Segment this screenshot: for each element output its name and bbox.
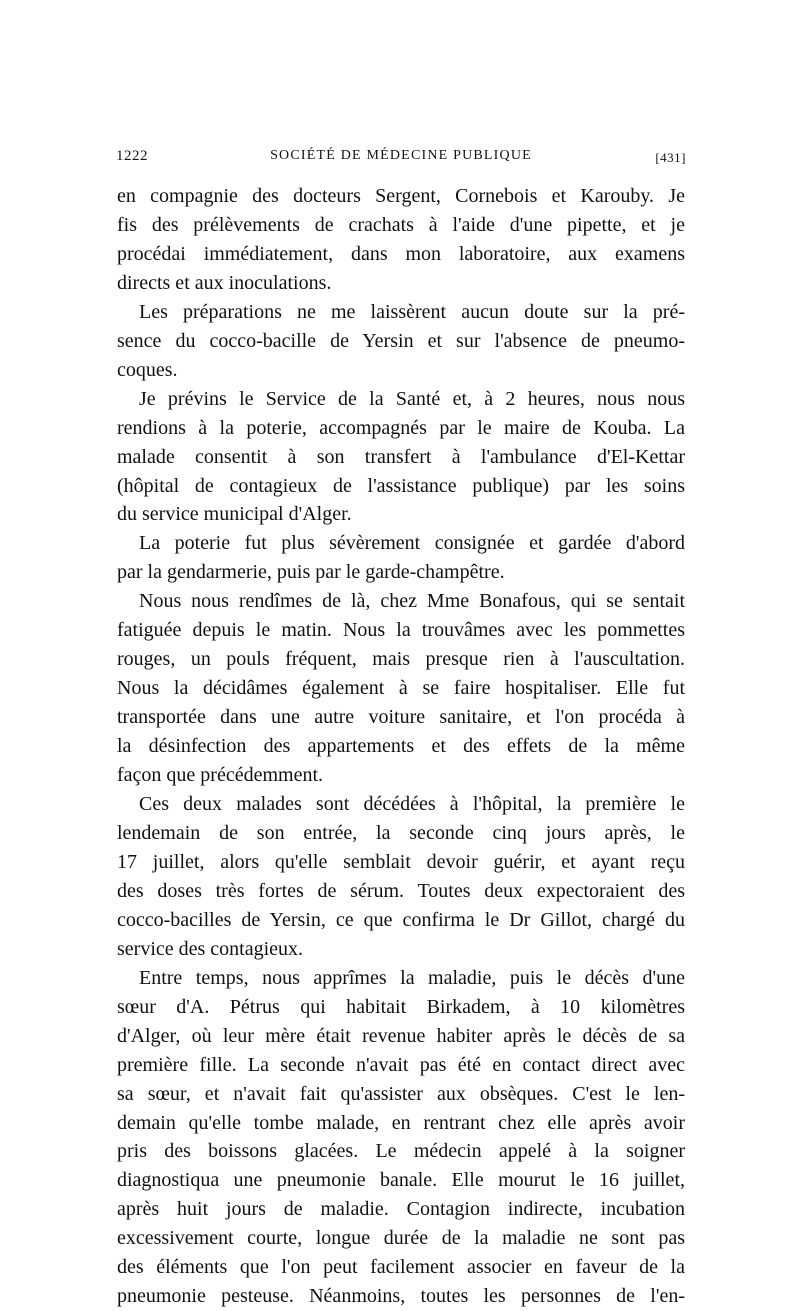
text-line: sœur d'A. Pétrus qui habitait Birkadem, à 10 kilomètres [117,995,685,1018]
text-line: rouges, un pouls fréquent, mais presque rien à l'auscultation. [117,648,685,671]
text-line: d'Alger, où leur mère était revenue habiter après le décès de sa [117,1024,685,1047]
text-line: fatiguée depuis le matin. Nous la trouvâmes avec les pommettes [117,619,685,642]
text-line: pris des boissons glacées. Le médecin appelé à la soigner [117,1140,685,1163]
text-line: (hôpital de contagieux de l'assistance publique) par les soins [117,474,685,497]
text-line: Je prévins le Service de la Santé et, à 2 heures, nous nous [139,387,685,410]
text-line: après huit jours de maladie. Contagion indirecte, incubation [117,1198,685,1221]
text-line: directs et aux inoculations. [117,271,332,294]
text-line: sence du cocco-bacille de Yersin et sur l'absence de pneumo- [117,329,685,352]
text-line: excessivement courte, longue durée de la maladie ne sont pas [117,1227,685,1250]
text-line: des éléments que l'on peut facilement associer en faveur de la [117,1256,685,1279]
text-line: en compagnie des docteurs Sergent, Cornebois et Karouby. Je [117,185,685,207]
text-line: Entre temps, nous apprîmes la maladie, puis le décès d'une [139,966,685,989]
text-line: des doses très fortes de sérum. Toutes deux expectoraient des [117,879,685,902]
text-line: malade consentit à son transfert à l'ambulance d'El-Kettar [117,445,685,468]
text-line: pneumonie pesteuse. Néanmoins, toutes les personnes de l'en- [117,1285,685,1308]
running-title: SOCIÉTÉ DE MÉDECINE PUBLIQUE [270,148,532,163]
text-line: du service municipal d'Alger. [117,503,352,526]
body-text [117,182,685,1311]
text-line: diagnostiqua une pneumonie banale. Elle mourut le 16 juillet, [117,1169,685,1192]
text-line: rendions à la poterie, accompagnés par le maire de Kouba. La [117,416,685,439]
text-line: demain qu'elle tombe malade, en rentrant chez elle après avoir [117,1111,685,1134]
text-line: première fille. La seconde n'avait pas été en contact direct avec [117,1053,685,1076]
text-line: Les préparations ne me laissèrent aucun doute sur la pré- [139,300,685,323]
original-page-reference: [431] [655,150,686,165]
running-head [116,148,686,172]
text-line: la désinfection des appartements et des effets de la même [117,735,685,758]
text-line: La poterie fut plus sévèrement consignée et gardée d'abord [139,532,685,555]
text-line: lendemain de son entrée, la seconde cinq jours après, le [117,821,685,844]
text-line: par la gendarmerie, puis par le garde-champêtre. [117,561,505,584]
text-line: façon que précédemment. [117,764,324,787]
text-line: cocco-bacilles de Yersin, ce que confirma le Dr Gillot, chargé du [117,908,685,931]
text-line: coques. [117,358,178,381]
text-line: Nous la décidâmes également à se faire hospitaliser. Elle fut [117,677,685,700]
text-line: Nous nous rendîmes de là, chez Mme Bonafous, qui se sentait [139,590,685,613]
page-number: 1222 [116,148,148,164]
text-line: procédai immédiatement, dans mon laboratoire, aux examens [117,242,685,265]
text-line: Ces deux malades sont décédées à l'hôpital, la première le [139,793,685,816]
text-line: sa sœur, et n'avait fait qu'assister aux obsèques. C'est le len- [117,1082,685,1105]
text-line: 17 juillet, alors qu'elle semblait devoir guérir, et ayant reçu [117,850,685,873]
text-line: fis des prélèvements de crachats à l'aide d'une pipette, et je [117,213,685,236]
text-line: transportée dans une autre voiture sanitaire, et l'on procéda à [117,706,685,729]
text-line: service des contagieux. [117,937,304,960]
